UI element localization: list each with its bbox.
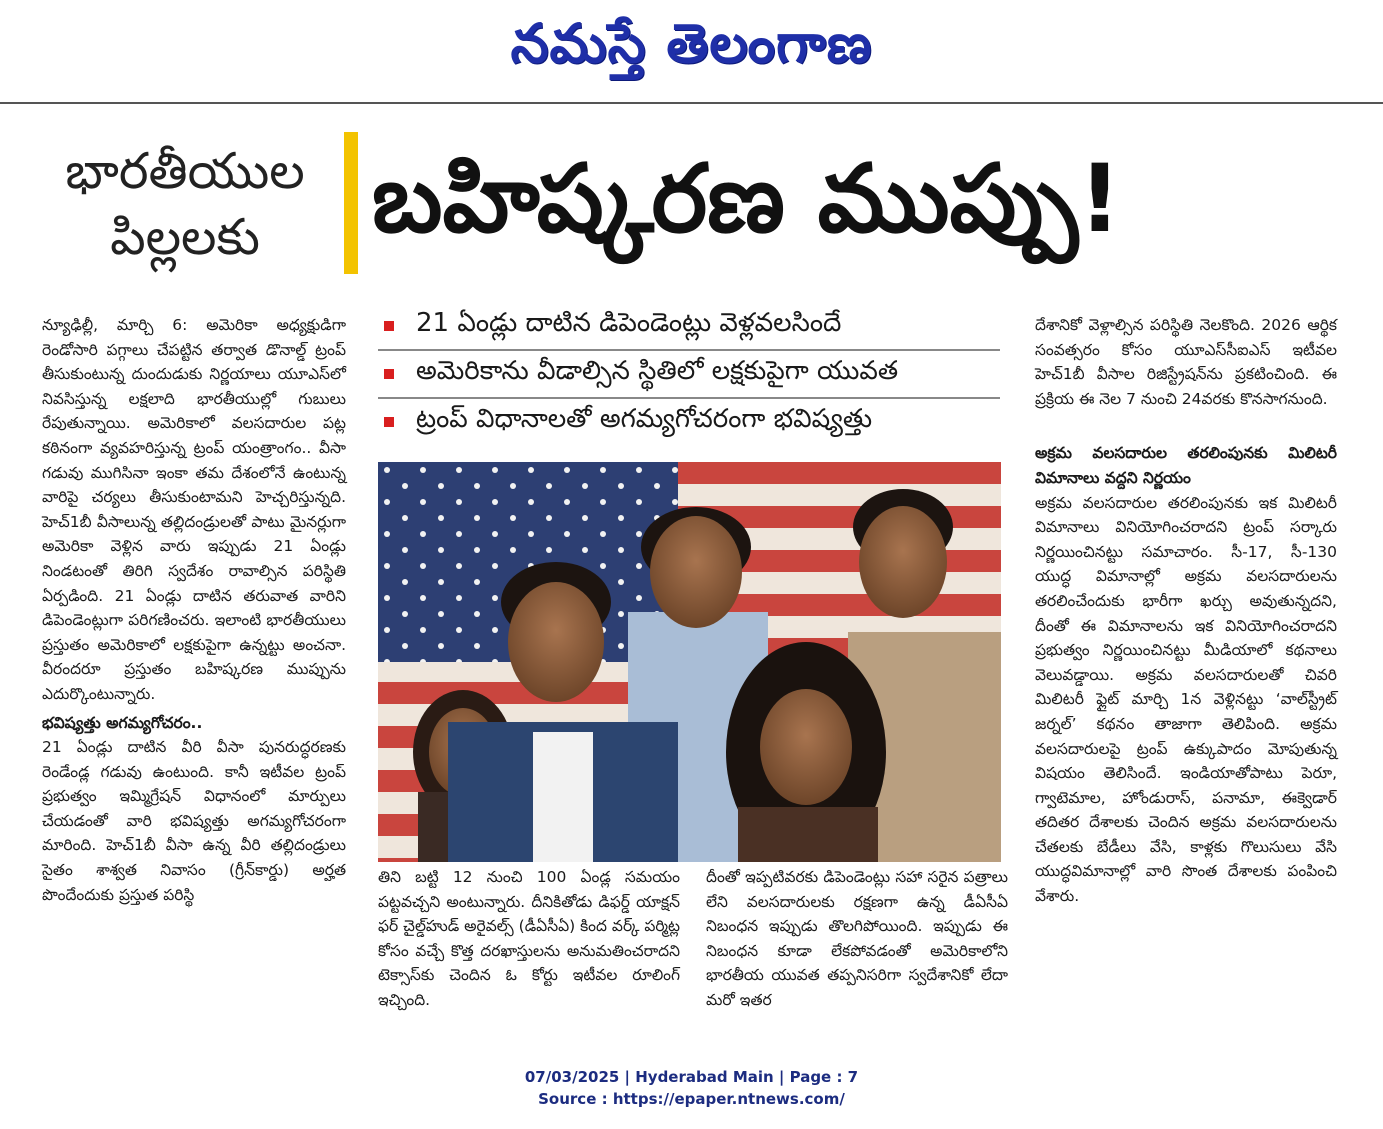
- article-column-1: [42, 313, 346, 907]
- article-column-4: [1035, 313, 1337, 909]
- kicker: [40, 138, 330, 270]
- lead-photo-illustration: [378, 462, 1001, 862]
- kicker-accent-bar: [344, 132, 358, 274]
- article-column-3: [706, 865, 1008, 1013]
- footer-edition-info: 07/03/2025 | Hyderabad Main | Page : 7: [524, 1068, 859, 1086]
- article-column-2: [378, 865, 680, 1013]
- lead-photo: [378, 462, 1001, 862]
- highlight-item: [378, 399, 1000, 445]
- paragraph: దేశానికో వెళ్లాల్సిన పరిస్థితి నెలకొంది. 2026 ఆర్థిక సంవత్సరం కోసం యూఎస్‌సీఐఎస్ ఇటీవల హెచ్1బీ వీసాల రిజిస్ట్రేషన్‌ను ప్రకటించింది. ఈ ప్రక్రియ ఈ నెల 7 నుంచి 24వరకు కొనసాగనుంది.: [1035, 316, 1337, 408]
- highlight-item: [378, 303, 1000, 351]
- highlight-item: [378, 351, 1000, 399]
- paragraph: న్యూఢిల్లీ, మార్చి 6: అమెరికా అధ్యక్షుడిగా రెండోసారి పగ్గాలు చేపట్టిన తర్వాత డొనాల్డ్ ట్రంప్ తీసుకుంటున్న దుందుడుకు నిర్ణయాలు యూఎస్‌లో నివసిస్తున్న లక్షలాది భారతీయుల్లో గుబులు రేపుతున్నాయి. అమెరికాలో వలసదారుల పట్ల కఠినంగా వ్యవహరిస్తున్న ట్రంప్ యంత్రాంగం.. వీసా గడువు ముగిసినా ఇంకా తమ దేశంలోనే ఉంటున్న వారిపై చర్యలు తీసుకుంటామని హెచ్చరిస్తున్నది. హెచ్1బీ వీసాలున్న తల్లిదండ్రులతో పాటు మైనర్లుగా అమెరికా వెళ్లిన వారు ఇప్పుడు 21 ఏండ్లు నిండటంతో తిరిగి స్వదేశం రావాల్సిన పరిస్థితి ఏర్పడింది. 21 ఏండ్లు దాటిన తరువాత వారిని డిపెండెంట్లుగా పరిగణించరు. ఇలాంటి భారతీయులు ప్రస్తుతం అమెరికాలో లక్షకుపైగా ఉన్నట్టు అంచనా. వీరందరూ ప్రస్తుతం బహిష్కరణ ముప్పును ఎదుర్కొంటున్నారు.: [42, 316, 346, 703]
- kicker-line-1: భారతీయుల: [65, 142, 305, 200]
- subheading: అక్రమ వలసదారుల తరలింపునకు మిలిటరీ విమానాలు వద్దని నిర్ణయం: [1035, 444, 1337, 487]
- subheading: భవిష్యత్తు అగమ్యగోచరం..: [42, 713, 203, 732]
- highlights-list: [378, 303, 1000, 445]
- paragraph: దీంతో ఇప్పటివరకు డిపెండెంట్లు సహా సరైన పత్రాలు లేని వలసదారులకు రక్షణగా ఉన్న డీఏసీఏ నిబంధన ఇప్పుడు తొలగిపోయింది. ఇప్పుడు ఈ నిబంధన కూడా లేకపోవడంతో అమెరికాలోని భారతీయ యువత తప్పనిసరిగా స్వదేశానికో లేదా మరో ఇతర: [706, 868, 1008, 1009]
- paragraph: తిని బట్టి 12 నుంచి 100 ఏండ్ల సమయం పట్టవచ్చని అంటున్నారు. దీనికితోడు డిఫర్డ్ యాక్షన్ ఫర్ చైల్డ్‌హుడ్ అరైవల్స్ (డీఏసీఏ) కింద వర్క్ పర్మిట్ల కోసం వచ్చే కొత్త దరఖాస్తులను అనుమతించరాదని టెక్సాస్‌కు చెందిన ఓ కోర్టు ఇటీవల రూలింగ్ ఇచ్చింది.: [378, 868, 680, 1009]
- square-bullet-icon: [384, 417, 394, 427]
- highlight-text: అమెరికాను వీడాల్సిన స్థితిలో లక్షకుపైగా యువత: [416, 356, 899, 386]
- kicker-line-2: పిల్లలకు: [110, 208, 260, 266]
- masthead-title: నమస్తే తెలంగాణ: [510, 11, 873, 75]
- masthead-divider: [0, 102, 1383, 104]
- highlight-text: ట్రంప్ విధానాలతో అగమ్యగోచరంగా భవిష్యత్తు: [416, 404, 873, 434]
- square-bullet-icon: [384, 321, 394, 331]
- paragraph: అక్రమ వలసదారుల తరలింపునకు ఇక మిలిటరీ విమానాలు వినియోగించరాదని ట్రంప్ సర్కారు నిర్ణయించినట్టు సమాచారం. సీ-17, సీ-130 యుద్ధ విమానాల్లో అక్రమ వలసదారులను తరలించేందుకు భారీగా ఖర్చు అవుతున్నదని, దీంతో ఈ విమానాలను ఇక వినియోగించరాదని ప్రభుత్వం నిర్ణయించినట్టు మీడియాలో కథనాలు వెలువడ్డాయి. అక్రమ వలసదారులతో చివరి మిలిటరీ ఫ్లైట్ మార్చి 1న వెళ్లినట్టు ‘వాల్‌స్ట్రీట్ జర్నల్’ కథనం తాజాగా తెలిపింది. అక్రమ వలసదారులపై ట్రంప్ ఉక్కుపాదం మోపుతున్న విషయం తెలిసిందే. ఇండియాతోపాటు పెరూ, గ్వాటెమాల, హోండురాస్, పనామా, ఈక్వెడార్ తదితర దేశాలకు చెందిన అక్రమ వలసదారులను చేతలకు బేడీలు వేసి, కాళ్లకు గొలుసులు వేసి యుద్ధవిమానాల్లో వారి సొంత దేశాలకు పంపించి వేశారు.: [1035, 493, 1337, 906]
- highlight-text: 21 ఏండ్లు దాటిన డిపెండెంట్లు వెళ్లవలసిందే: [416, 308, 842, 338]
- masthead: [0, 0, 1383, 100]
- page-footer: [0, 1066, 1383, 1110]
- footer-source-link[interactable]: Source : https://epaper.ntnews.com/: [538, 1090, 845, 1108]
- headline: బహిష్కరణ ముప్పు!: [372, 145, 1122, 254]
- paragraph: 21 ఏండ్లు దాటిన వీరి వీసా పునరుద్ధరణకు రెండేండ్ల గడువు ఉంటుంది. కానీ ఇటీవల ట్రంప్ ప్రభుత్వం ఇమ్మిగ్రేషన్ విధానంలో మార్పులు చేయడంతో వారి భవిష్యత్తు అగమ్యగోచరంగా మారింది. హెచ్1బీ వీసా ఉన్న వీరి తల్లిదండ్రులు సైతం శాశ్వత నివాసం (గ్రీన్‌కార్డు) అర్హత పొందేందుకు ప్రస్తుత పరిస్థి: [42, 738, 346, 904]
- square-bullet-icon: [384, 369, 394, 379]
